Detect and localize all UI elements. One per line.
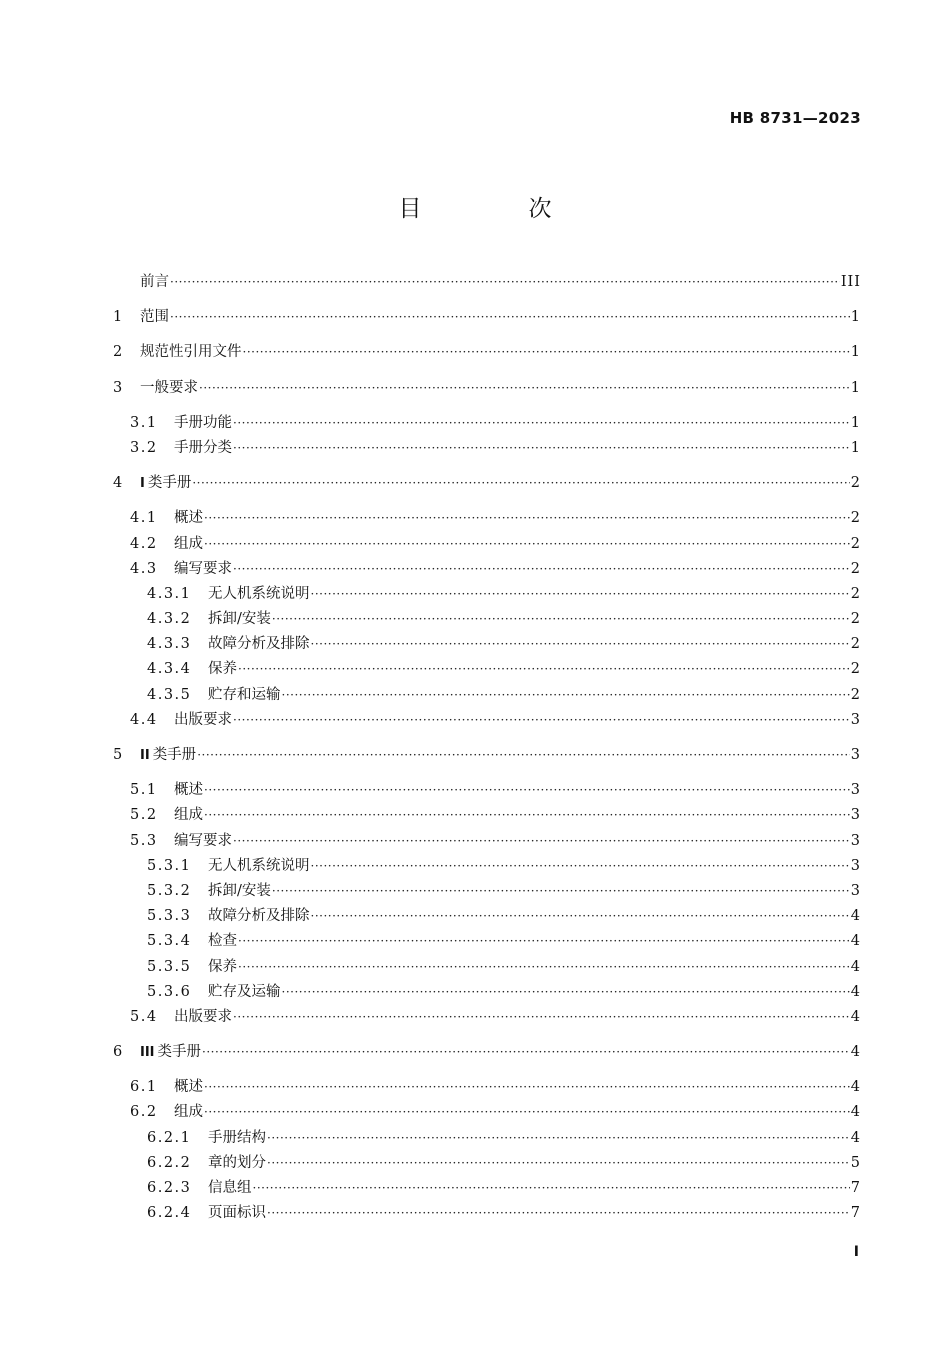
toc-entry-label: 一般要求: [140, 379, 198, 396]
dot-leader: [192, 471, 849, 496]
toc-entry-label: 手册功能: [174, 414, 232, 431]
dot-leader: [170, 270, 840, 295]
toc-entry-number: 4.3: [130, 560, 158, 577]
dot-leader: [233, 436, 850, 461]
toc-entry[interactable]: [113, 1151, 861, 1176]
toc-entry[interactable]: [113, 929, 861, 954]
toc-entry[interactable]: [113, 980, 861, 1005]
toc-entry-number: 6.2.1: [147, 1129, 192, 1146]
dot-leader: [272, 879, 850, 904]
toc-entry[interactable]: [113, 778, 861, 803]
toc-entry-page: 4: [850, 1129, 861, 1146]
toc-entry-label: 概述: [174, 1079, 203, 1096]
toc-entry-page: 4: [850, 1044, 861, 1061]
toc-entry-page: 4: [850, 1104, 861, 1121]
toc-entry[interactable]: [113, 1075, 861, 1100]
toc-entry[interactable]: [113, 803, 861, 828]
toc-entry[interactable]: [113, 1201, 861, 1226]
toc-entry-label: 检查: [208, 933, 237, 950]
toc-entry-number: 4: [113, 475, 124, 492]
dot-leader: [233, 557, 850, 582]
toc-entry-class-numeral: II: [140, 748, 150, 763]
toc-entry-page: 2: [850, 661, 861, 678]
page-number: I: [853, 1244, 859, 1260]
toc-entry-number: 4.2: [130, 535, 158, 552]
toc-entry-label: 范围: [140, 309, 169, 326]
toc-entry-page: III: [840, 274, 861, 290]
toc-entry-page: 1: [850, 439, 861, 456]
toc-entry[interactable]: [113, 1040, 861, 1065]
toc-entry-page: 2: [850, 686, 861, 703]
toc-entry-page: 7: [850, 1205, 861, 1222]
dot-leader: [311, 632, 850, 657]
toc-entry[interactable]: [113, 506, 861, 531]
toc-entry-label: 组成: [174, 1104, 203, 1121]
toc-entry-label: 出版要求: [174, 1008, 232, 1025]
toc-entry[interactable]: [113, 436, 861, 461]
toc-entry[interactable]: [113, 582, 861, 607]
dot-leader: [311, 854, 850, 879]
toc-entry-page: 1: [850, 414, 861, 431]
toc-entry-number: 5.3: [130, 832, 158, 849]
toc-entry-label: 拆卸/安装: [208, 882, 271, 899]
toc-entry[interactable]: [113, 879, 861, 904]
toc-entry-number: 5.3.1: [147, 857, 192, 874]
toc-entry-number: 5.3.6: [147, 983, 192, 1000]
toc-entry-page: 1: [850, 309, 861, 326]
toc-entry-class-numeral: I: [140, 476, 145, 492]
dot-leader: [267, 1126, 850, 1151]
toc-entry-number: 3.1: [130, 414, 158, 431]
toc-entry-number: 4.3.3: [147, 636, 192, 653]
toc-entry[interactable]: [113, 955, 861, 980]
toc-entry-number: 1: [113, 309, 124, 326]
toc-entry-label: 无人机系统说明: [208, 585, 310, 602]
toc-entry-page: 3: [850, 782, 861, 799]
toc-entry-page: 2: [850, 560, 861, 577]
toc-entry-label: 编写要求: [174, 832, 232, 849]
toc-entry-number: 4.1: [130, 510, 158, 527]
toc-entry-number: 4.4: [130, 711, 158, 728]
toc-title: 目 次: [398, 196, 594, 222]
dot-leader: [311, 904, 850, 929]
toc-entry-number: 5.3.5: [147, 958, 192, 975]
toc-entry-label: 类手册: [152, 747, 197, 763]
toc-entry[interactable]: [113, 607, 861, 632]
toc-entry[interactable]: [113, 557, 861, 582]
dot-leader: [202, 1040, 850, 1065]
toc-entry[interactable]: [113, 657, 861, 682]
toc-entry-label: 规范性引用文件: [140, 344, 242, 361]
toc-entry-number: 2: [113, 344, 124, 361]
toc-entry[interactable]: [113, 471, 861, 496]
toc-entry[interactable]: [113, 340, 861, 365]
toc-entry-page: 4: [850, 983, 861, 1000]
dot-leader: [204, 778, 850, 803]
toc-entry-number: 5: [113, 747, 124, 763]
dot-leader: [204, 1100, 850, 1125]
toc-entry-label: 章的划分: [208, 1154, 266, 1171]
toc-entry-page: 4: [850, 908, 861, 925]
dot-leader: [238, 929, 850, 954]
toc-entry-number: 5.1: [130, 782, 158, 799]
toc-entry-label: 信息组: [208, 1180, 252, 1196]
toc-entry-page: 3: [850, 857, 861, 874]
standard-code: HB 8731—2023: [729, 109, 861, 127]
dot-leader: [267, 1151, 850, 1176]
toc-entry-page: 4: [850, 933, 861, 950]
dot-leader: [253, 1176, 850, 1201]
toc-entry-label: 编写要求: [174, 560, 232, 577]
toc-entry-page: 3: [850, 807, 861, 824]
toc-entry-page: 1: [850, 379, 861, 396]
toc-entry-page: 2: [850, 636, 861, 653]
toc-entry-page: 1: [850, 344, 861, 361]
dot-leader: [204, 1075, 850, 1100]
toc-entry-label: 故障分析及排除: [208, 908, 310, 925]
toc-entry-label: 拆卸/安装: [208, 611, 271, 628]
dot-leader: [267, 1201, 850, 1226]
dot-leader: [282, 683, 850, 708]
toc-entry-number: 6.1: [130, 1079, 158, 1096]
toc-entry-label: 概述: [174, 782, 203, 799]
toc-entry-number: 6: [113, 1044, 124, 1061]
toc-entry[interactable]: [113, 632, 861, 657]
toc-entry[interactable]: [113, 829, 861, 854]
toc-entry-number: 4.3.4: [147, 661, 192, 678]
toc-entry-page: 7: [850, 1180, 861, 1196]
toc-entry-label: 无人机系统说明: [208, 857, 310, 874]
toc-entry[interactable]: [113, 270, 861, 295]
toc-entry-label: 概述: [174, 510, 203, 527]
toc-entry-label: 组成: [174, 535, 203, 552]
dot-leader: [233, 411, 850, 436]
toc-entry[interactable]: [113, 683, 861, 708]
toc-entry-label: 类手册: [157, 1044, 202, 1061]
toc-entry-label: 手册结构: [208, 1129, 266, 1146]
dot-leader: [311, 582, 850, 607]
toc-entry[interactable]: [113, 1126, 861, 1151]
toc-entry-label: 页面标识: [208, 1205, 266, 1222]
toc-entry[interactable]: [113, 904, 861, 929]
dot-leader: [243, 340, 850, 365]
toc-entry-page: 2: [850, 611, 861, 628]
toc-entry-page: 4: [850, 1079, 861, 1096]
toc-entry-label: 贮存和运输: [208, 686, 281, 703]
toc-entry-number: 6.2.3: [147, 1180, 192, 1196]
toc-entry-label: 组成: [174, 807, 203, 824]
toc-entry-label: 类手册: [147, 475, 192, 492]
toc-entry-number: 5.3.3: [147, 908, 192, 925]
toc-entry[interactable]: [113, 1100, 861, 1125]
dot-leader: [199, 376, 850, 401]
toc-entry-number: 3: [113, 379, 124, 396]
toc-entry-number: 6.2.2: [147, 1154, 192, 1171]
toc-entry[interactable]: [113, 1005, 861, 1030]
dot-leader: [204, 506, 850, 531]
dot-leader: [272, 607, 850, 632]
toc-entry-page: 2: [850, 475, 861, 492]
toc-entry[interactable]: [113, 411, 861, 436]
dot-leader: [233, 708, 850, 733]
toc-entry[interactable]: [113, 854, 861, 879]
toc-entry-number: 6.2: [130, 1104, 158, 1121]
toc-entry-page: 4: [850, 1008, 861, 1025]
dot-leader: [238, 657, 850, 682]
toc-entry-label: 出版要求: [174, 711, 232, 728]
toc-entry-number: 5.3.4: [147, 933, 192, 950]
toc-entry-label: 贮存及运输: [208, 983, 281, 1000]
dot-leader: [197, 743, 850, 768]
toc-entry-page: 2: [850, 585, 861, 602]
toc-entry-number: 5.4: [130, 1008, 158, 1025]
toc-entry-number: 5.3.2: [147, 882, 192, 899]
dot-leader: [282, 980, 850, 1005]
toc-entry[interactable]: [113, 305, 861, 330]
dot-leader: [238, 955, 850, 980]
toc-entry-page: 3: [850, 747, 861, 763]
toc-entry-number: 4.3.5: [147, 686, 192, 703]
dot-leader: [204, 532, 850, 557]
toc-entry-page: 3: [850, 711, 861, 728]
toc-entry-page: 4: [850, 958, 861, 975]
toc-entry[interactable]: [113, 376, 861, 401]
table-of-contents: [113, 270, 861, 1226]
toc-entry-page: 3: [850, 882, 861, 899]
dot-leader: [233, 1005, 850, 1030]
toc-entry-number: 4.3.2: [147, 611, 192, 628]
toc-entry-label: 手册分类: [174, 439, 232, 456]
toc-entry-page: 2: [850, 535, 861, 552]
toc-entry-page: 2: [850, 510, 861, 527]
toc-entry-number: 3.2: [130, 439, 158, 456]
toc-entry-number: 5.2: [130, 807, 158, 824]
dot-leader: [170, 305, 850, 330]
toc-entry-number: 4.3.1: [147, 585, 192, 602]
toc-entry-label: 故障分析及排除: [208, 636, 310, 653]
toc-entry-label: 前言: [140, 274, 169, 290]
dot-leader: [233, 829, 850, 854]
toc-entry-number: 6.2.4: [147, 1205, 192, 1222]
toc-entry[interactable]: [113, 743, 861, 768]
toc-entry-page: 5: [850, 1154, 861, 1171]
toc-entry[interactable]: [113, 708, 861, 733]
toc-entry-label: 保养: [208, 958, 237, 975]
dot-leader: [204, 803, 850, 828]
toc-entry[interactable]: [113, 1176, 861, 1201]
toc-entry-class-numeral: III: [140, 1045, 155, 1061]
toc-entry[interactable]: [113, 532, 861, 557]
toc-entry-label: 保养: [208, 661, 237, 678]
toc-entry-page: 3: [850, 832, 861, 849]
